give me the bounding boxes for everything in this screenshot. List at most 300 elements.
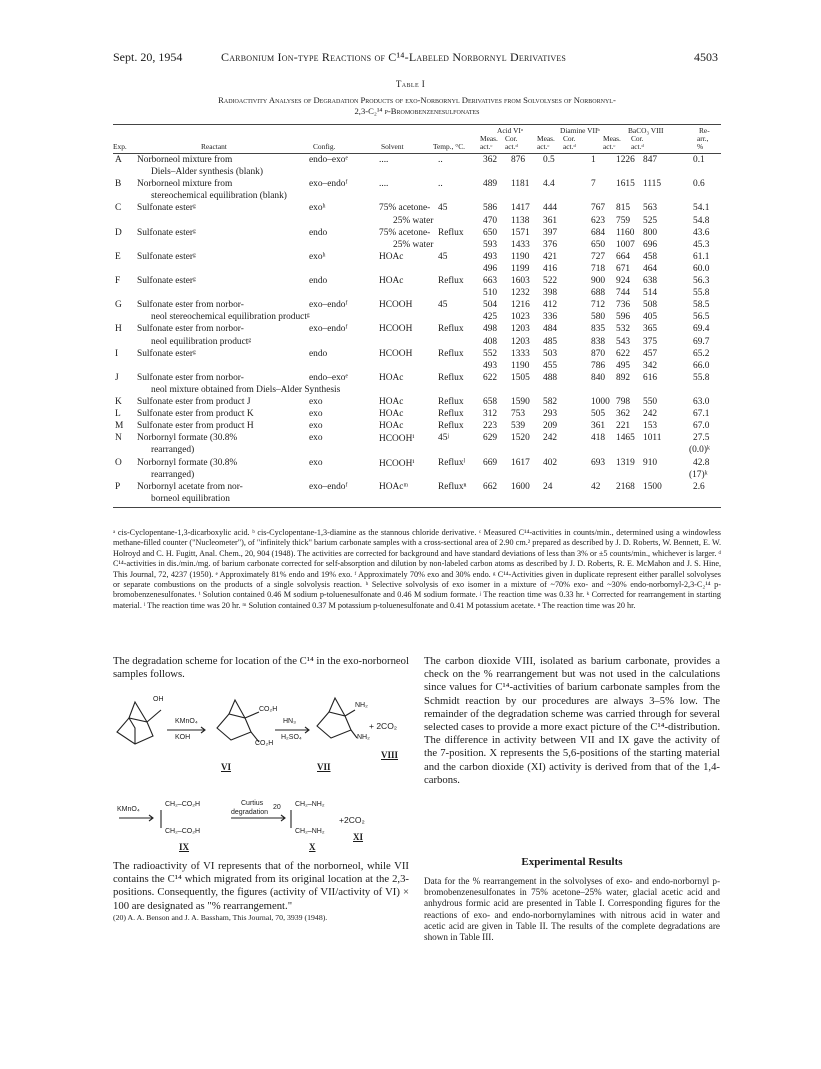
table-row-value-dup: 45.3 bbox=[693, 239, 710, 250]
table-caption: Table I bbox=[395, 79, 426, 89]
table-row-value: 63.0 bbox=[693, 397, 710, 407]
table-row-value-dup: 69.7 bbox=[693, 336, 710, 347]
table-row-value: 65.2 bbox=[693, 348, 710, 359]
table-row-value-dup: 650 bbox=[591, 239, 606, 250]
table-title bbox=[113, 95, 721, 117]
table-row-continuation: borneol equilibration bbox=[151, 493, 230, 504]
curtius-label: Curtius bbox=[241, 800, 264, 807]
table-row-value: 488 bbox=[543, 372, 558, 383]
table-row-config: exoʰ bbox=[309, 203, 326, 214]
table-row-value: 629 bbox=[483, 433, 498, 444]
table-row-value: 638 bbox=[643, 276, 658, 286]
table-row-value-dup: 405 bbox=[643, 312, 658, 323]
reference-20: (20) A. A. Benson and J. A. Bassham, This Journal, 70, 3939 (1948). bbox=[113, 912, 328, 922]
co2h-top: CO₂H bbox=[259, 706, 278, 713]
table-row-value: 2168 bbox=[616, 481, 635, 492]
table-row-temp: 45 bbox=[438, 300, 448, 311]
table-row-value-dup: 1138 bbox=[511, 215, 530, 226]
table-footnotes: ᵃ cis-Cyclopentane-1,3-dicarboxylic acid. ᵇ cis-Cyclopentane-1,3-diamine as the stannous chloride derivative. ᶜ Measured C¹⁴-activities in counts/min., determined using a windowless methane-filled counter ("Nucleometer"), of "infinitely thick" barium carbonate samples with a cross-sectional area of 2.90 cm.² prepared as described by J. D. Roberts, W. Bennett, E. W. Holroyd and C. H. Fugitt, Anal. Chem., 20, 904 (1948). The activities are corrected for background and have standard deviations of less than 3% or ±5 counts/min., whichever is larger. ᵈ C¹⁴-activities in dis./min./mg. of barium carbonate corrected for self-absorption and dilution by non-labeled carbon atoms as described by J. D. Roberts, R. E. McMahon and J. S. Hine, This Journal, 72, 4237 (1950). ᵉ Approximately 81% endo and 19% exo. ᶠ Approximately 70% exo and 30% endo. ᵍ C¹⁴-Activities given in duplicate represent either parallel solvolyses or separate combustions on the products of a single solvolysis reaction. ʰ Selective solvolysis of exo isomer in a mixture of ~70% exo- and ~30% endo-norbornyl-2,3-C₂¹⁴ p-bromobenzenesulfonates. ⁱ Solution contained 0.46 M sodium p-toluenesulfonate and 0.46 M sodium formate. ʲ The reaction time was 0.33 hr. ᵏ Corrected for rearrangement in starting material. ˡ The reaction time was 20 hr. ᵐ Solution contained 0.37 M potassium p-toluenesulfonate and 0.41 M potassium acetate. ⁿ The reaction time was 20 hr. bbox=[113, 528, 721, 610]
header-date: Sept. 20, 1954 bbox=[113, 50, 183, 64]
table-row-value-dup: 493 bbox=[483, 360, 498, 371]
table-row-exp: M bbox=[115, 421, 124, 432]
table-row-value-dup: 580 bbox=[591, 312, 606, 323]
table-row-exp: E bbox=[115, 251, 121, 262]
table-row-value: 876 bbox=[511, 155, 526, 165]
table-row-temp: Reflux bbox=[438, 372, 464, 383]
table-row-value: 27.5 bbox=[693, 433, 710, 444]
table-row-temp: Reflux bbox=[438, 227, 464, 238]
table-row-value-dup: 718 bbox=[591, 263, 606, 274]
table-row-solvent: HCOOH bbox=[379, 348, 413, 359]
table-row-value: 489 bbox=[483, 179, 498, 190]
table-row-value: 7 bbox=[591, 179, 596, 190]
left-column bbox=[113, 655, 409, 681]
table-row-exp: G bbox=[115, 300, 122, 311]
ch2co2h-bottom: CH₂–CO₂H bbox=[165, 828, 200, 835]
table-row-value-dup: 342 bbox=[643, 360, 658, 371]
right-paragraph-1: The carbon dioxide VIII, isolated as barium carbonate, provides a check on the % rearrangement but was not used in the calculations since values for C¹⁴-activities of barium carbonate samples from the Schmidt reaction by our procedures are always 3–5% low. The remainder of the degradation scheme was carried through for several selected cases to provide a more exact picture of the C¹⁴-distribution. The difference in activity between VII and IX gave the activity of the 7-position. X represents the 5,6-positions of the starting material and the carbon dioxide (XI) activity is derived from that of the 1,4-carbons. bbox=[424, 655, 720, 786]
table-row-solvent: HCOOH bbox=[379, 300, 413, 311]
table-row-solvent-cont: 25% water bbox=[393, 215, 434, 226]
table-row-exp: B bbox=[115, 179, 122, 190]
table-row-value: 1011 bbox=[643, 433, 662, 444]
table-row-temp: 45ʲ bbox=[438, 433, 449, 444]
right-column-bottom bbox=[424, 876, 720, 943]
table-row-value: 1000 bbox=[591, 397, 610, 407]
table-row-value: 1617 bbox=[511, 457, 530, 468]
table-row-value: 910 bbox=[643, 457, 658, 468]
table-row-value: 55.8 bbox=[693, 372, 710, 383]
table-row-reactant: Sulfonate ester from norbor- bbox=[137, 300, 244, 311]
table-row-value: 1603 bbox=[511, 276, 530, 286]
table-row-value-dup: 596 bbox=[616, 312, 631, 323]
table-row-value: 736 bbox=[616, 300, 631, 311]
table-row-value: 622 bbox=[483, 372, 498, 383]
table-row-solvent: HCOOHⁱ bbox=[379, 458, 415, 469]
table-row-exp: I bbox=[115, 348, 119, 359]
table-row-config: exo bbox=[309, 409, 323, 420]
table-row-value-dup: 671 bbox=[616, 263, 631, 274]
table-row-reactant: Sulfonate esterᵍ bbox=[137, 203, 196, 214]
table-row-value: 1615 bbox=[616, 179, 635, 190]
sub-header-unit: act.ᵈ bbox=[631, 142, 644, 151]
table-row-value: 153 bbox=[643, 421, 658, 432]
table-row-exp: A bbox=[115, 155, 122, 165]
table-row-value: 43.6 bbox=[693, 227, 710, 238]
table-row-reactant: Sulfonate ester from norbor- bbox=[137, 324, 244, 335]
table-row-value: 835 bbox=[591, 324, 606, 335]
column-header: Config. bbox=[313, 142, 336, 151]
table-row-value: 1181 bbox=[511, 179, 530, 190]
table-row-continuation: stereochemical equilibration (blank) bbox=[151, 191, 287, 202]
table-row-value: 61.1 bbox=[693, 251, 710, 262]
table-row-temp: Reflux bbox=[438, 397, 464, 407]
table-row-value-dup: 525 bbox=[643, 215, 658, 226]
table-row-value: 669 bbox=[483, 457, 498, 468]
table-row-config: exo bbox=[309, 397, 323, 407]
table-row-value-dup: 1199 bbox=[511, 263, 530, 274]
table-row-value: 1600 bbox=[511, 481, 530, 492]
table-row-value: 221 bbox=[616, 421, 631, 432]
table-row-value-dup: 375 bbox=[643, 336, 658, 347]
table-row-value: 505 bbox=[591, 409, 606, 420]
table-row-temp: .. bbox=[438, 155, 443, 165]
table-row-value: 362 bbox=[483, 155, 498, 165]
oh-label: OH bbox=[153, 696, 164, 703]
table-row-temp: Refluxˡ bbox=[438, 457, 466, 468]
table-row-config: exo bbox=[309, 421, 323, 432]
table-row-continuation: rearranged) bbox=[151, 469, 195, 480]
table-row-solvent: .... bbox=[379, 179, 389, 190]
left-paragraph-1: The degradation scheme for location of the C¹⁴ in the exo-norborneol samples follows. bbox=[113, 655, 409, 681]
table-row-value: 767 bbox=[591, 203, 606, 214]
table-row-config: exo–endoᶠ bbox=[309, 179, 348, 190]
left-column-bottom bbox=[113, 860, 409, 923]
table-row-continuation: neol mixture obtained from Diels–Alder Synthesis bbox=[151, 384, 341, 395]
table-row-value: 539 bbox=[511, 421, 526, 432]
table-row-solvent: .... bbox=[379, 155, 389, 165]
sub-header: Meas. bbox=[603, 134, 621, 143]
table-row-value: 900 bbox=[591, 276, 606, 286]
table-row-value-dup: 56.5 bbox=[693, 312, 710, 323]
table-row-exp: O bbox=[115, 457, 122, 468]
table-row-value-dup: 1433 bbox=[511, 239, 530, 250]
plus-co2: + 2CO₂ bbox=[369, 721, 398, 731]
table-row-continuation: neol stereochemical equilibration productᵍ bbox=[151, 312, 310, 323]
table-row-value-dup: 464 bbox=[643, 263, 658, 274]
table-row-solvent-cont: 25% water bbox=[393, 239, 434, 250]
table-row-value-dup: 543 bbox=[616, 336, 631, 347]
table-row-exp: D bbox=[115, 227, 122, 238]
table-row-value-dup: 696 bbox=[643, 239, 658, 250]
table-row-value: 223 bbox=[483, 421, 498, 432]
table-row-value-dup: 55.8 bbox=[693, 288, 710, 299]
table-row-value: 0.5 bbox=[543, 155, 555, 165]
table-row-value-dup: 398 bbox=[543, 288, 558, 299]
group-header: Diamine VIIᵇ bbox=[560, 126, 600, 135]
table-row-value: 658 bbox=[483, 397, 498, 407]
section-heading: Experimental Results bbox=[521, 856, 623, 868]
table-row-value: 586 bbox=[483, 203, 498, 214]
table-row-value: 24 bbox=[543, 481, 553, 492]
table-row-value-dup: 425 bbox=[483, 312, 498, 323]
table-row-value: 312 bbox=[483, 409, 498, 420]
table-row-temp: 45 bbox=[438, 203, 448, 214]
table-row-value-dup: 470 bbox=[483, 215, 498, 226]
table-row-config: exo–endoᶠ bbox=[309, 481, 348, 492]
table-row-value: 362 bbox=[616, 409, 631, 420]
table-row-value: 242 bbox=[543, 433, 558, 444]
table-row-solvent: 75% acetone- bbox=[379, 227, 431, 238]
column-header: Temp., °C. bbox=[433, 142, 465, 151]
table-row-value: 1115 bbox=[643, 179, 662, 190]
table-row-temp: Reflux bbox=[438, 409, 464, 420]
table-row-value: 1160 bbox=[616, 227, 635, 238]
table-row-exp: L bbox=[115, 409, 121, 420]
table-row-value: 1590 bbox=[511, 397, 530, 407]
table-row-extra: (17)ᵏ bbox=[689, 469, 708, 480]
table-title-line2: 2,3-C₂¹⁴ p-Bromobenzenesulfonates bbox=[354, 106, 480, 116]
page-number: 4503 bbox=[694, 50, 718, 64]
table-row-value: 712 bbox=[591, 300, 606, 311]
table-row-value: 67.0 bbox=[693, 421, 710, 432]
table-row-value: 458 bbox=[643, 251, 658, 262]
table-row-value: 1 bbox=[591, 155, 596, 165]
table-row-exp: J bbox=[115, 372, 119, 383]
header-title: Carbonium Ion-type Reactions of C¹⁴-Labeled Norbornyl Derivatives bbox=[221, 50, 567, 64]
table-row-config: exo–endoᶠ bbox=[309, 300, 348, 311]
table-row-solvent: HOAc bbox=[379, 251, 404, 262]
sub-header: Cor. bbox=[563, 134, 576, 143]
table-row-temp: Refluxⁿ bbox=[438, 481, 467, 492]
table-row-temp: .. bbox=[438, 179, 443, 190]
ch2nh2-top: CH₂–NH₂ bbox=[295, 801, 325, 808]
table-row-value: 67.1 bbox=[693, 409, 710, 420]
sub-header: Meas. bbox=[537, 134, 555, 143]
table-row-value: 664 bbox=[616, 251, 631, 262]
table-row-value: 42.8 bbox=[693, 457, 710, 468]
table-row-exp: C bbox=[115, 203, 122, 214]
table-row-value: 69.4 bbox=[693, 324, 710, 335]
table-row-exp: P bbox=[115, 481, 121, 492]
table-row-value: 924 bbox=[616, 276, 631, 286]
table-row-reactant: Sulfonate ester from product K bbox=[137, 409, 254, 420]
table-row-reactant: Norbornyl acetate from nor- bbox=[137, 481, 243, 492]
compound-ix: IX bbox=[179, 842, 190, 852]
sub-header-unit: act.ᵈ bbox=[505, 142, 518, 151]
group-header: Acid VIᵃ bbox=[497, 126, 523, 135]
table-row-reactant: Sulfonate ester from norbor- bbox=[137, 372, 244, 383]
table-row-value-dup: 1190 bbox=[511, 360, 530, 371]
table-row-value: 504 bbox=[483, 300, 498, 311]
table-row-value: 397 bbox=[543, 227, 558, 238]
reagent-h2so4: H₂SO₄ bbox=[281, 734, 302, 741]
table-row-value-dup: 1232 bbox=[511, 288, 530, 299]
compound-x: X bbox=[309, 842, 316, 852]
table-row-value: 840 bbox=[591, 372, 606, 383]
table-row-value: 693 bbox=[591, 457, 606, 468]
table-row-value: 870 bbox=[591, 348, 606, 359]
table-row-value: 753 bbox=[511, 409, 526, 420]
group-header: Re- bbox=[699, 126, 710, 135]
table-row-config: endo bbox=[309, 348, 328, 359]
table-row-value: 552 bbox=[483, 348, 498, 359]
table-row-value-dup: 688 bbox=[591, 288, 606, 299]
plus-co2-b: +2CO₂ bbox=[339, 815, 365, 825]
table-row-value: 662 bbox=[483, 481, 498, 492]
reagent-koh: KOH bbox=[175, 734, 191, 741]
sub-header: Cor. bbox=[631, 134, 644, 143]
table-row-value: 616 bbox=[643, 372, 658, 383]
nh2-top: NH₂ bbox=[355, 702, 368, 709]
table-row-value: 1226 bbox=[616, 155, 635, 165]
table-row-value: 58.5 bbox=[693, 300, 710, 311]
table-row-value: 1203 bbox=[511, 324, 530, 335]
table-row-value-dup: 593 bbox=[483, 239, 498, 250]
table-row-value: 582 bbox=[543, 397, 558, 407]
table-row-value: 365 bbox=[643, 324, 658, 335]
table-row-value: 421 bbox=[543, 251, 558, 262]
group-header: BaCO₃ VIII bbox=[628, 126, 664, 135]
table-row-solvent: 75% acetone- bbox=[379, 203, 431, 214]
table-row-value: 361 bbox=[591, 421, 606, 432]
table-row-value: 563 bbox=[643, 203, 658, 214]
table-row-value: 1319 bbox=[616, 457, 635, 468]
table-row-value: 522 bbox=[543, 276, 558, 286]
table-row-value: 1571 bbox=[511, 227, 530, 238]
table-row-temp: Reflux bbox=[438, 324, 464, 335]
table-row-config: endo–exoᵉ bbox=[309, 372, 348, 383]
table-row-value: 1216 bbox=[511, 300, 530, 311]
table-row-value-dup: 1203 bbox=[511, 336, 530, 347]
table-row-value-dup: 60.0 bbox=[693, 263, 710, 274]
sub-header-unit: % bbox=[697, 142, 704, 151]
ref-20: 20 bbox=[273, 804, 281, 811]
table-row-exp: N bbox=[115, 433, 122, 444]
table-row-config: exoʰ bbox=[309, 251, 326, 262]
table-row-temp: 45 bbox=[438, 251, 448, 262]
table-row-value-dup: 514 bbox=[643, 288, 658, 299]
table-row-value: 847 bbox=[643, 155, 658, 165]
table-row-value-dup: 455 bbox=[543, 360, 558, 371]
table-row-value: 815 bbox=[616, 203, 631, 214]
column-header: Exp. bbox=[113, 142, 127, 151]
table-row-value: 56.3 bbox=[693, 276, 710, 286]
table-row-continuation: rearranged) bbox=[151, 445, 195, 456]
table-row-solvent: HOAc bbox=[379, 397, 404, 407]
table-bottom-rule bbox=[113, 507, 721, 508]
scheme-drawing bbox=[113, 688, 409, 858]
table-row-value: 727 bbox=[591, 251, 606, 262]
table-row-value-dup: 1007 bbox=[616, 239, 635, 250]
reagent-kmno4-b: KMnO₄ bbox=[117, 806, 140, 813]
table-row-value-dup: 408 bbox=[483, 336, 498, 347]
table-row-reactant: Norborneol mixture from bbox=[137, 155, 233, 165]
table-row-value: 42 bbox=[591, 481, 601, 492]
table-row-value: 484 bbox=[543, 324, 558, 335]
table-row-value: 1500 bbox=[643, 481, 662, 492]
sub-header: Cor. bbox=[505, 134, 518, 143]
sub-header-unit: act.ᶜ bbox=[603, 142, 616, 151]
table-row-value: 1190 bbox=[511, 251, 530, 262]
table-row-value: 1520 bbox=[511, 433, 530, 444]
table-row-config: endo bbox=[309, 227, 328, 238]
table-top-rule bbox=[113, 124, 721, 125]
ch2co2h-top: CH₂–CO₂H bbox=[165, 801, 200, 808]
column-header: Reactant bbox=[201, 142, 227, 151]
nh2-bottom: NH₂ bbox=[357, 734, 370, 741]
table-row-config: endo bbox=[309, 276, 328, 286]
table-row-value-dup: 485 bbox=[543, 336, 558, 347]
table-row-temp: Reflux bbox=[438, 348, 464, 359]
table-row-value: 800 bbox=[643, 227, 658, 238]
table-row-temp: Reflux bbox=[438, 421, 464, 432]
table-row-value-dup: 510 bbox=[483, 288, 498, 299]
table-row-value: 418 bbox=[591, 433, 606, 444]
table-row-solvent: HOAc bbox=[379, 372, 404, 383]
table-row-value: 1333 bbox=[511, 348, 530, 359]
table-row-value: 550 bbox=[643, 397, 658, 407]
table-row-value: 54.1 bbox=[693, 203, 710, 214]
table-row-value-dup: 336 bbox=[543, 312, 558, 323]
table-row-value: 532 bbox=[616, 324, 631, 335]
table-row-value-dup: 1023 bbox=[511, 312, 530, 323]
table-row-config: exo–endoᶠ bbox=[309, 324, 348, 335]
sub-header-unit: act.ᶜ bbox=[537, 142, 550, 151]
table-title-line1: Radioactivity Analyses of Degradation Products of exo-Norbornyl Derivatives from Solvolyses of Norbornyl- bbox=[218, 95, 616, 105]
table-row-value-dup: 786 bbox=[591, 360, 606, 371]
table-row-value: 1417 bbox=[511, 203, 530, 214]
table-row-value: 1505 bbox=[511, 372, 530, 383]
table-row-value: 503 bbox=[543, 348, 558, 359]
sub-header: arr., bbox=[697, 134, 709, 143]
sub-header: Meas. bbox=[480, 134, 498, 143]
table-row-value-dup: 54.8 bbox=[693, 215, 710, 226]
left-paragraph-2: The radioactivity of VI represents that of the norborneol, while VII contains the C¹⁴ which migrated from its original location at the 2,3-positions. Consequently, the figures (activity of VII/activity of VI) × 100 are designated as "% rearrangement." bbox=[113, 860, 409, 912]
table-row-solvent: HOAc bbox=[379, 409, 404, 420]
table-row-value-dup: 376 bbox=[543, 239, 558, 250]
table-row-reactant: Norbornyl formate (30.8% bbox=[137, 457, 238, 468]
table-row-reactant: Sulfonate esterᵍ bbox=[137, 348, 196, 359]
table-row-continuation: Diels–Alder synthesis (blank) bbox=[151, 167, 263, 178]
table-row-reactant: Sulfonate esterᵍ bbox=[137, 251, 196, 262]
table-row-value: 402 bbox=[543, 457, 558, 468]
table-row-value: 2.6 bbox=[693, 481, 705, 492]
compound-xi: XI bbox=[353, 832, 364, 842]
table-row-value-dup: 496 bbox=[483, 263, 498, 274]
reagent-hn3: HN₃ bbox=[283, 718, 296, 725]
table-row-config: exo bbox=[309, 433, 323, 444]
table-row-extra: (0.0)ᵏ bbox=[689, 445, 710, 456]
table-row-value-dup: 838 bbox=[591, 336, 606, 347]
table-row-value: 684 bbox=[591, 227, 606, 238]
table-row-reactant: Norbornyl formate (30.8% bbox=[137, 433, 238, 444]
running-header bbox=[113, 50, 718, 66]
compound-vii: VII bbox=[317, 762, 331, 772]
table-row-value-dup: 416 bbox=[543, 263, 558, 274]
table-row-value: 798 bbox=[616, 397, 631, 407]
table-row-continuation: neol equilibration productᵍ bbox=[151, 336, 252, 347]
table-row-exp: K bbox=[115, 397, 122, 407]
table-header-rule bbox=[113, 153, 721, 154]
table-row-value-dup: 66.0 bbox=[693, 360, 710, 371]
table-row-solvent: HOAc bbox=[379, 421, 404, 432]
column-header: Solvent bbox=[381, 142, 404, 151]
table-row-value: 650 bbox=[483, 227, 498, 238]
compound-vi: VI bbox=[221, 762, 232, 772]
table-row-value: 508 bbox=[643, 300, 658, 311]
table-row-value: 1465 bbox=[616, 433, 635, 444]
table-row-reactant: Norborneol mixture from bbox=[137, 179, 233, 190]
table-row-value: 892 bbox=[616, 372, 631, 383]
table-row-value: 209 bbox=[543, 421, 558, 432]
table-row-temp: Reflux bbox=[438, 276, 464, 286]
degradation-scheme bbox=[113, 688, 409, 858]
table-row-value: 663 bbox=[483, 276, 498, 286]
table-row-reactant: Sulfonate ester from product H bbox=[137, 421, 254, 432]
table-row-exp: H bbox=[115, 324, 122, 335]
table-row-value: 4.4 bbox=[543, 179, 555, 190]
table-row-solvent: HOAc bbox=[379, 276, 404, 286]
table-row-reactant: Sulfonate ester from product J bbox=[137, 397, 251, 407]
table-row-value: 412 bbox=[543, 300, 558, 311]
table-row-value: 498 bbox=[483, 324, 498, 335]
table-row-value: 0.1 bbox=[693, 155, 705, 165]
right-paragraph-2: Data for the % rearrangement in the solvolyses of exo- and endo-norbornyl p-bromobenzenesulfonates in 75% acetone–25% water, glacial acetic acid and anhydrous formic acid are presented in Table I. Corresponding figures for the reactions of exo- and endo-norbornylamines with nitrous acid in water and acetic acid are given in Table II. The results of the complete degradations are shown in Table III. bbox=[424, 876, 720, 943]
table-row-value-dup: 623 bbox=[591, 215, 606, 226]
right-column bbox=[424, 655, 720, 787]
table-row-exp: F bbox=[115, 276, 121, 286]
